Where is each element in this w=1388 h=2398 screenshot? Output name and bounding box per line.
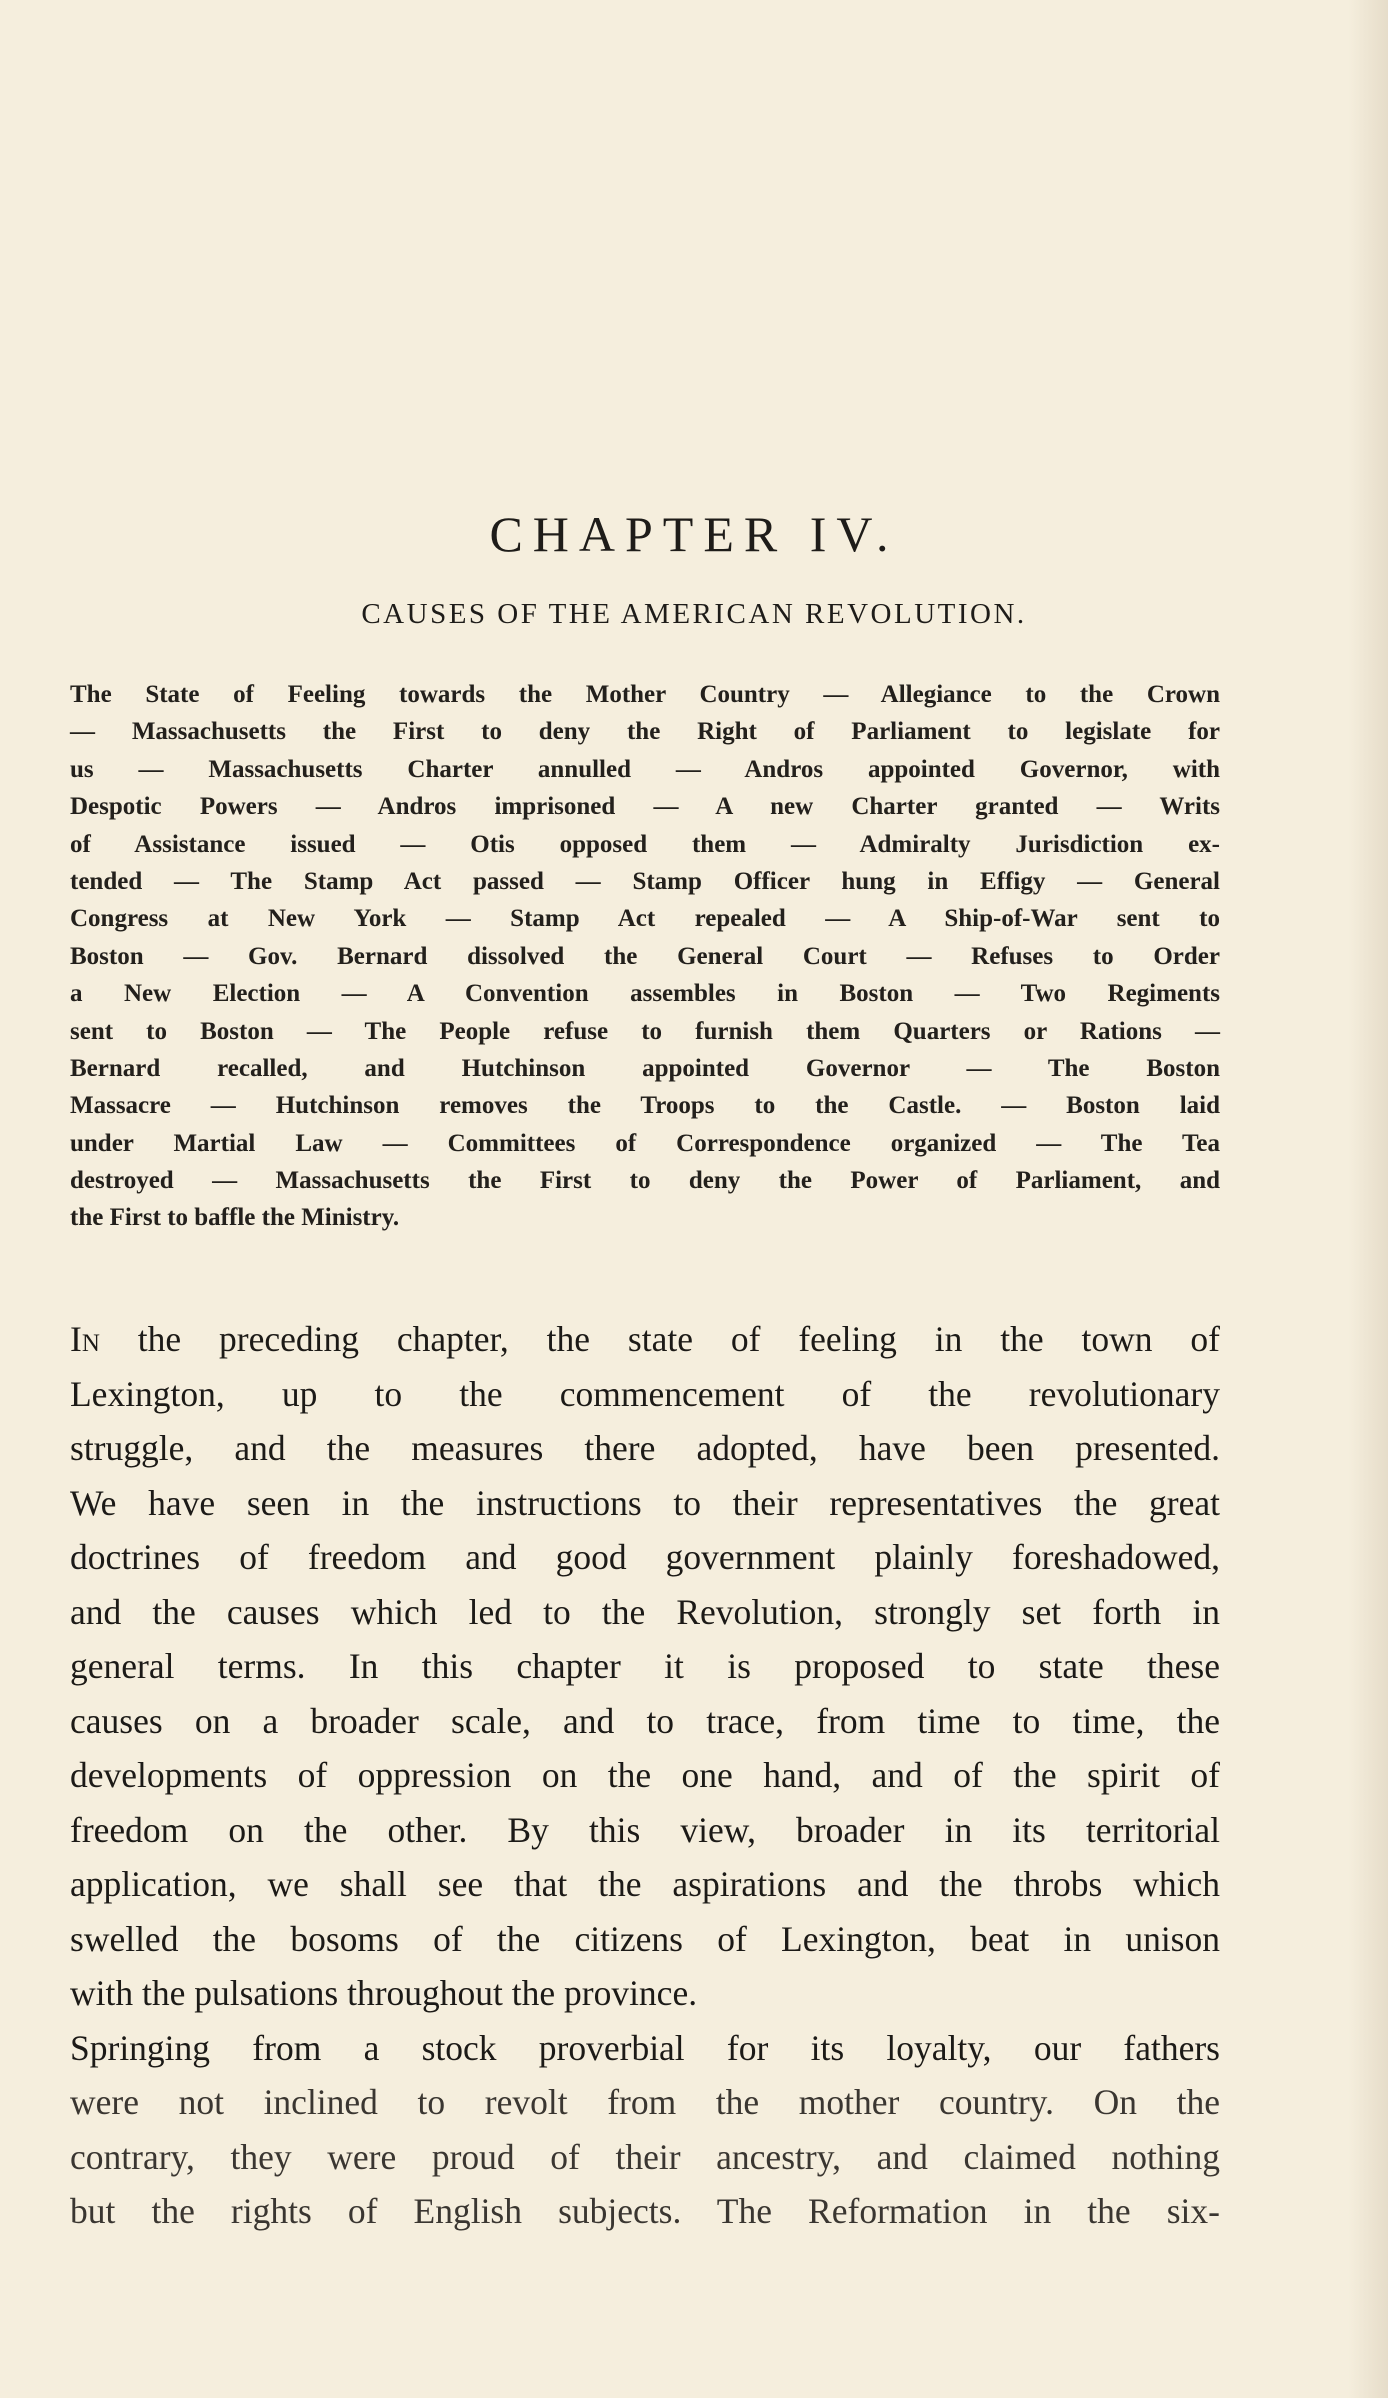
chapter-subtitle: CAUSES OF THE AMERICAN REVOLUTION. (361, 598, 1027, 630)
body-line: and the causes which led to the Revolution, strongly set forth in (70, 1591, 1220, 1632)
synopsis-line: Despotic Powers — Andros imprisoned — A new Charter granted — Writs (70, 793, 1220, 821)
chapter-synopsis (70, 676, 1220, 1237)
chapter-title: CHAPTER IV. (489, 506, 899, 562)
synopsis-line: tended — The Stamp Act passed — Stamp Officer hung in Effigy — General (70, 867, 1220, 895)
body-line: Springing from a stock proverbial for its loyalty, our fathers (70, 2027, 1220, 2068)
synopsis-line: — Massachusetts the First to deny the Right of Parliament to legislate for (70, 718, 1220, 746)
body-line: but the rights of English subjects. The Reformation in the six- (70, 2191, 1220, 2231)
synopsis-line: us — Massachusetts Charter annulled — Andros appointed Governor, with (70, 755, 1220, 783)
body-line: swelled the bosoms of the citizens of Lexington, beat in unison (70, 1918, 1220, 1959)
synopsis-line: Massacre — Hutchinson removes the Troops to the Castle. — Boston laid (70, 1092, 1220, 1120)
body-text (70, 1312, 1220, 2239)
synopsis-line: Boston — Gov. Bernard dissolved the General Court — Refuses to Order (70, 942, 1220, 970)
body-line: with the pulsations throughout the province. (70, 1973, 698, 2013)
first-line-text: the preceding chapter, the state of feeling in the town of (99, 1319, 1220, 1359)
synopsis-line: destroyed — Massachusetts the First to deny the Power of Parliament, and (70, 1167, 1220, 1195)
body-line: general terms. In this chapter it is proposed to state these (70, 1646, 1220, 1686)
binding-shadow (1348, 0, 1388, 2398)
body-line: developments of oppression on the one hand, and of the spirit of (70, 1755, 1220, 1795)
body-line: Lexington, up to the commencement of the revolutionary (70, 1373, 1220, 1414)
body-line: We have seen in the instructions to their representatives the great (70, 1482, 1220, 1523)
body-line-first (70, 1312, 1220, 1367)
body-line: were not inclined to revolt from the mother country. On the (70, 2082, 1220, 2122)
synopsis-line: the First to baffle the Ministry. (70, 1204, 400, 1232)
body-line: freedom on the other. By this view, broader in its territorial (70, 1809, 1220, 1850)
body-line: struggle, and the measures there adopted, have been presented. (70, 1428, 1220, 1468)
body-line: contrary, they were proud of their ancestry, and claimed nothing (70, 2136, 1220, 2177)
opening-word: In (70, 1319, 100, 1359)
synopsis-line: sent to Boston — The People refuse to furnish them Quarters or Rations — (70, 1017, 1220, 1045)
synopsis-line: Congress at New York — Stamp Act repealed — A Ship-of-War sent to (70, 905, 1220, 933)
body-line: causes on a broader scale, and to trace, from time to time, the (70, 1700, 1220, 1741)
body-line: application, we shall see that the aspirations and the throbs which (70, 1864, 1220, 1904)
synopsis-line: The State of Feeling towards the Mother Country — Allegiance to the Crown (70, 681, 1220, 708)
body-line: doctrines of freedom and good government plainly foreshadowed, (70, 1537, 1220, 1577)
synopsis-line: under Martial Law — Committees of Correspondence organized — The Tea (70, 1129, 1220, 1157)
synopsis-line: of Assistance issued — Otis opposed them — Admiralty Jurisdiction ex- (70, 830, 1220, 858)
synopsis-line: a New Election — A Convention assembles in Boston — Two Regiments (70, 980, 1220, 1008)
synopsis-line: Bernard recalled, and Hutchinson appointed Governor — The Boston (70, 1054, 1220, 1082)
